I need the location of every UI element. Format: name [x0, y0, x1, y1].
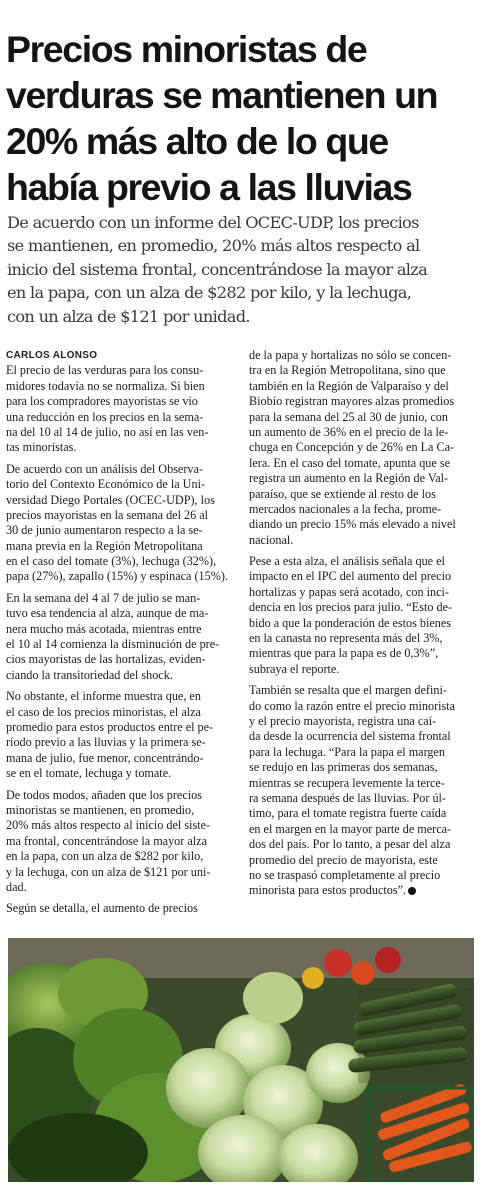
lead-line: en la papa, con un alza de $282 por kilo, y la lechuga,	[7, 283, 412, 303]
body-text-line: El precio de las verduras para los consu-	[6, 363, 204, 378]
body-text-line: 20% más altos respecto al inicio del siste-	[6, 818, 211, 833]
lead-line: inicio del sistema frontal, concentrándose la mayor alza	[7, 259, 428, 279]
body-text-line: se redujo en las primeras dos semanas,	[249, 760, 438, 775]
body-text-line: en la canasta no representa más del 3%,	[249, 631, 443, 646]
body-text-line: tas minoristas.	[6, 440, 77, 455]
body-text-line: na del 10 al 14 de julio, no así en las ven-	[6, 424, 209, 439]
body-text-line: Según se detalla, el aumento de precios	[6, 901, 198, 916]
lead-line: De acuerdo con un informe del OCEC-UDP, los precios	[7, 213, 419, 232]
body-text-line: nacional.	[249, 532, 294, 547]
body-text-line: mana de julio, fue menor, concentrándo-	[6, 750, 204, 765]
body-text-line: no se traspasó completamente al precio	[249, 867, 441, 882]
body-text-line: tra en la Región Metropolitana, sino que	[249, 363, 446, 378]
body-text-line: paraíso, que se extiende al resto de los	[249, 486, 436, 501]
body-text-line: dos del país. Por lo tanto, a pesar del alza	[249, 837, 451, 852]
body-text-line: impacto en el IPC del aumento del precio	[249, 569, 452, 584]
lead-line: con un alza de $121 por unidad.	[7, 306, 250, 326]
article-lead	[7, 211, 473, 328]
body-text-line: mana previa en la Región Metropolitana	[6, 538, 203, 553]
body-text-line: en el caso del tomate (3%), lechuga (32%),	[6, 554, 217, 569]
body-text-line: precios mayoristas en la semana del 26 al	[6, 507, 209, 522]
body-text-line: nera mucho más acotada, mientras entre	[6, 621, 202, 636]
left-column	[6, 348, 230, 917]
body-text-line: en la papa, con un alza de $282 por kilo,	[6, 849, 204, 864]
body-text-line: el 10 al 14 comienza la disminución de pre-	[6, 637, 220, 652]
body-text-line: dencia en los precios para julio. “Esto de-	[249, 600, 453, 615]
body-text-line: dad.	[6, 879, 27, 894]
body-text-line: minorista para estos productos”.	[249, 883, 473, 898]
body-text-line: tuvo esa tendencia al alza, aunque de ma-	[6, 606, 209, 621]
body-text-line: de la papa y hortalizas no sólo se concen-	[249, 348, 452, 362]
body-text-line: un aumento de 36% en el precio de la le-	[249, 424, 449, 439]
body-text-line: do como la razón entre el precio minorista	[249, 698, 456, 713]
body-text-line: subraya el reporte.	[249, 661, 340, 676]
body-text-line: De acuerdo con un análisis del Observa-	[6, 461, 203, 476]
body-text-line: cios mayoristas de las hortalizas, eviden-	[6, 652, 206, 667]
body-text-line: En la semana del 4 al 7 de julio se man-	[6, 590, 201, 605]
body-text-line: chuga en Concepción y de 26% en La Ca-	[249, 440, 455, 455]
lead-line: se mantienen, en promedio, 20% más altos respecto al	[7, 236, 420, 256]
body-text-line: da desde la ocurrencia del sistema frontal	[249, 729, 451, 744]
body-text-line: midores todavía no se normaliza. Si bien	[6, 378, 205, 393]
body-text-line: mientras se recupera levemente la terce-	[249, 775, 445, 790]
headline-line: había previo a las lluvias	[6, 166, 412, 208]
body-text-line: registra un aumento en la Región de Val-	[249, 471, 449, 486]
body-text-line: lera. En el caso del tomate, apunta que se	[249, 455, 451, 470]
body-text-line: mercados nacionales a la fecha, prome-	[249, 501, 442, 516]
body-text-line: ma frontal, concentrándose la mayor alza	[6, 833, 207, 848]
body-text-line: en el margen en la mayor parte de merca-	[249, 821, 452, 836]
body-text-line: papa (27%), zapallo (15%) y espinaca (15%).	[6, 569, 228, 584]
body-text-line: diando un precio 15% más elevado a nivel	[249, 517, 456, 532]
body-text-line: timo, para el tomate registra fuerte caída	[249, 806, 447, 821]
body-text-line: También se resalta que el margen defini-	[249, 683, 447, 698]
body-text-line: bido a que la ponderación de estos bienes	[249, 615, 452, 630]
body-text-line: promedio para estos productos entre el pe-	[6, 719, 214, 734]
body-text-line: ra semana después de las lluvias. Por úl-	[249, 790, 446, 805]
body-text-line: y la lechuga, con un alza de $121 por uni-	[6, 864, 211, 879]
body-text-line: hortalizas y papas será acotado, con inci-	[249, 584, 449, 599]
body-text-line: Biobío registran mayores alzas promedios	[249, 394, 455, 409]
headline-line: verduras se mantienen un	[6, 74, 438, 116]
body-text-line: minoristas se mantienen, en promedio,	[6, 802, 195, 817]
end-of-article-icon	[408, 887, 416, 895]
body-text-line: una reducción en los precios en la sema-	[6, 409, 204, 424]
body-text-line: Pese a esta alza, el análisis señala que el	[249, 554, 445, 569]
right-column	[249, 348, 473, 899]
body-text-line: para los compradores mayoristas se vio	[6, 394, 198, 409]
vegetable-market-photo	[8, 938, 474, 1182]
headline-line: 20% más alto de lo que	[6, 120, 388, 162]
body-text-line: también en la Región de Valparaíso y del	[249, 378, 449, 393]
article-headline	[6, 26, 476, 210]
body-text-line: promedio del precio de mayorista, este	[249, 852, 438, 867]
body-text-line: para la semana del 25 al 30 de junio, con	[249, 409, 448, 424]
headline-line: Precios minoristas de	[6, 28, 367, 70]
body-text-line: mientras que para la papa es de 0,3%”,	[249, 646, 439, 661]
body-text-line: para la lechuga. “Para la papa el margen	[249, 744, 446, 759]
body-text-line: torio del Contexto Económico de la Uni-	[6, 477, 206, 492]
body-text-line: ríodo previo a las lluvias y la primera se-	[6, 735, 206, 750]
body-text-line: ciando la transitoriedad del shock.	[6, 667, 173, 682]
body-text-line: De todos modos, añaden que los precios	[6, 787, 202, 802]
body-text-line: 30 de junio aumentaron respecto a la se-	[6, 523, 203, 538]
photo-illustration	[8, 938, 474, 1182]
body-text-line: versidad Diego Portales (OCEC-UDP), los	[6, 492, 215, 507]
byline: CARLOS ALONSO	[6, 350, 98, 361]
body-text-line: se en el tomate, lechuga y tomate.	[6, 766, 172, 781]
body-text-line: y el precio mayorista, registra una caí-	[249, 713, 437, 728]
body-text-line: el caso de los precios minoristas, el alza	[6, 704, 201, 719]
body-text-line: No obstante, el informe muestra que, en	[6, 689, 201, 704]
